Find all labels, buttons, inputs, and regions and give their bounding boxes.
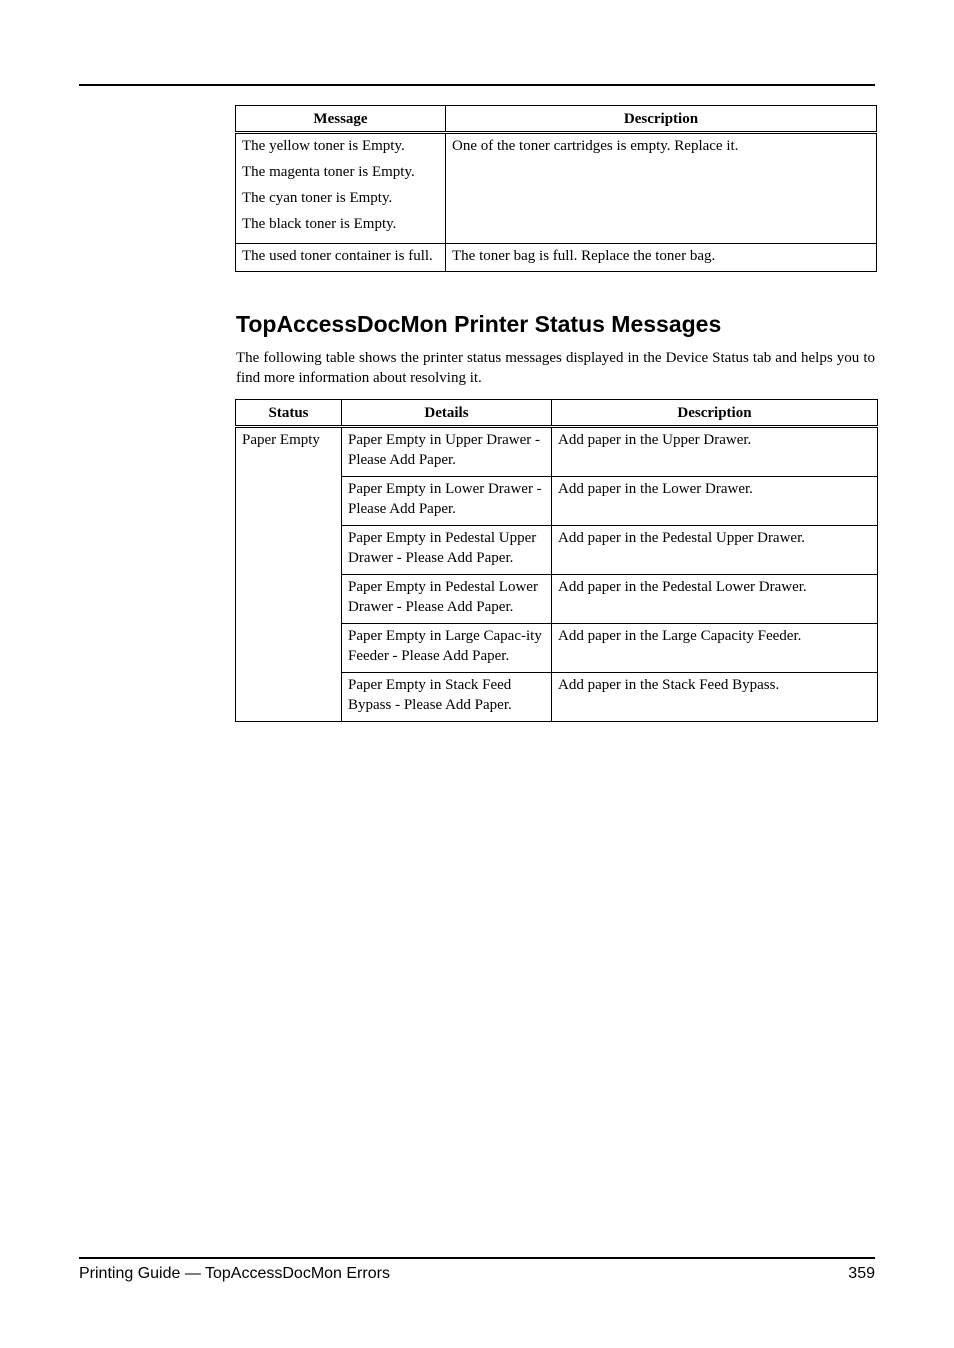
column-header-description: Description [552,400,878,427]
section-title: TopAccessDocMon Printer Status Messages [236,311,722,337]
description-cell: One of the toner cartridges is empty. Replace it. [446,133,877,244]
message-text: The used toner container is full. [242,248,433,264]
status-cell: Paper Empty [236,427,342,722]
footer-title: Printing Guide — TopAccessDocMon Errors [79,1265,390,1282]
column-header-details: Details [342,400,552,427]
details-cell: Paper Empty in Pedestal Lower Drawer - Please Add Paper. [342,575,552,624]
header-rule [79,84,875,86]
table-row [236,244,877,272]
details-cell: Paper Empty in Large Capac-ity Feeder - Please Add Paper. [342,624,552,673]
description-cell: The toner bag is full. Replace the toner bag. [446,244,877,272]
toner-message-table [235,105,877,272]
description-cell: Add paper in the Stack Feed Bypass. [552,673,878,722]
message-text: The magenta toner is Empty. [242,164,415,180]
message-cell [236,133,446,244]
table-row [236,427,878,477]
table-header-row [236,106,877,133]
description-cell: Add paper in the Large Capacity Feeder. [552,624,878,673]
description-cell: Add paper in the Pedestal Lower Drawer. [552,575,878,624]
message-cell [236,244,446,272]
description-cell: Add paper in the Pedestal Upper Drawer. [552,526,878,575]
details-cell: Paper Empty in Pedestal Upper Drawer - Please Add Paper. [342,526,552,575]
column-header-status: Status [236,400,342,427]
table-row [236,133,877,244]
description-cell: Add paper in the Lower Drawer. [552,477,878,526]
details-cell: Paper Empty in Lower Drawer - Please Add Paper. [342,477,552,526]
footer-rule [79,1257,875,1259]
column-header-message: Message [236,106,446,133]
section-intro: The following table shows the printer status messages displayed in the Device Status tab and helps you to find more information about resolving it. [236,350,875,386]
table-header-row [236,400,878,427]
message-text: The yellow toner is Empty. [242,138,405,154]
message-text: The black toner is Empty. [242,216,397,232]
message-text: The cyan toner is Empty. [242,190,393,206]
details-cell: Paper Empty in Upper Drawer - Please Add Paper. [342,427,552,477]
printer-status-table [235,399,878,722]
page-number: 359 [848,1265,875,1282]
column-header-description: Description [446,106,877,133]
description-cell: Add paper in the Upper Drawer. [552,427,878,477]
details-cell: Paper Empty in Stack Feed Bypass - Please Add Paper. [342,673,552,722]
